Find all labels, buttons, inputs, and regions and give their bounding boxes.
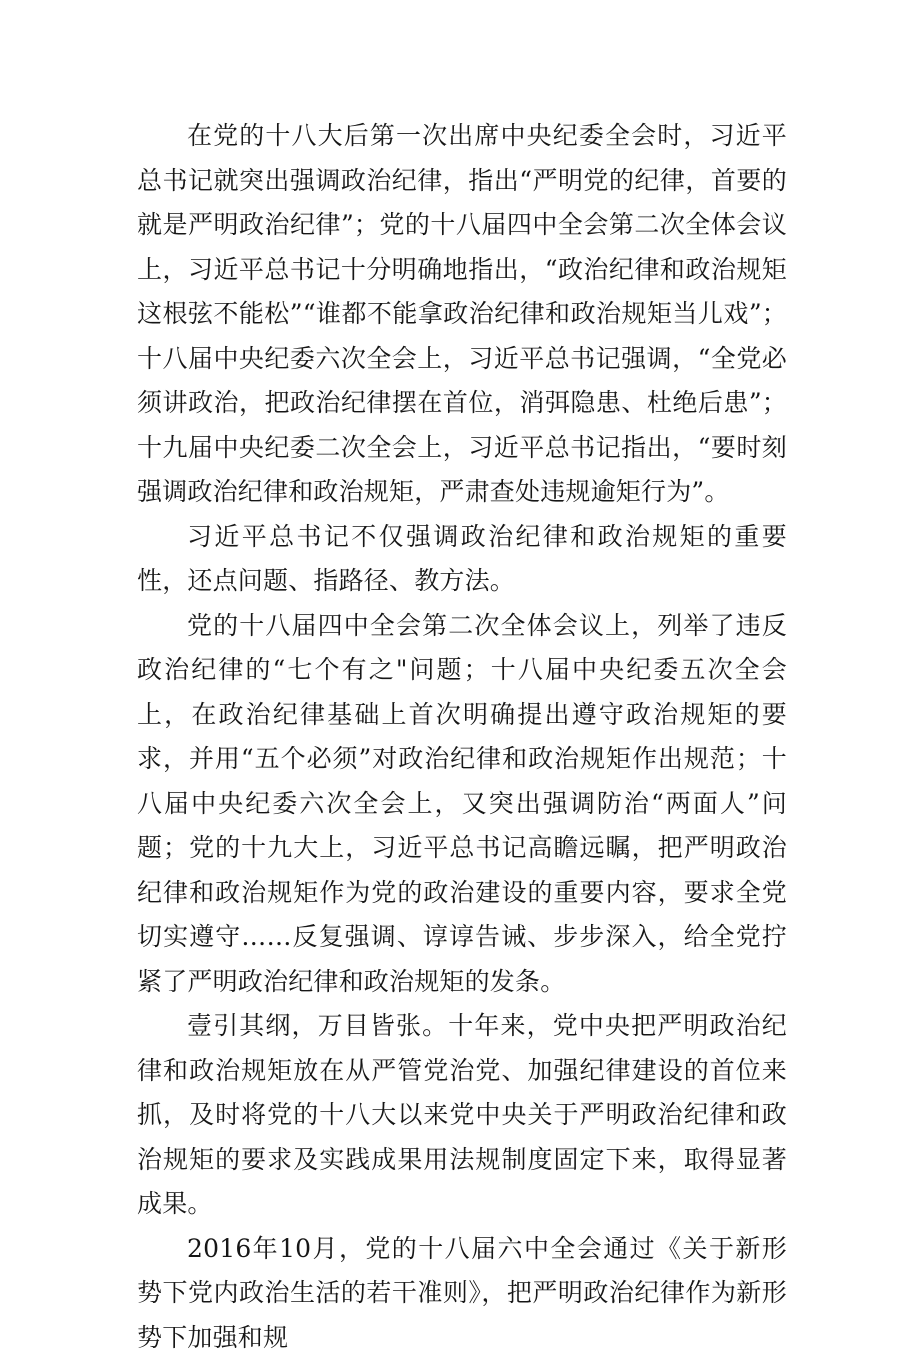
paragraph: 党的十八届四中全会第二次全体会议上，列举了违反政治纪律的“七个有之"问题；十八届中央纪委五次全会上，在政治纪律基础上首次明确提出遵守政治规矩的要求，并用“五个必须”对政治纪律和政治规矩作出规范；十八届中央纪委六次全会上，又突出强调防治“两面人”问题；党的十九大上，习近平总书记高瞻远瞩，把严明政治纪律和政治规矩作为党的政治建设的重要内容，要求全党切实遵守……反复强调、谆谆告诫、步步深入，给全党拧紧了严明政治纪律和政治规矩的发条。: [137, 604, 787, 1005]
paragraph: 在党的十八大后第一次出席中央纪委全会时，习近平总书记就突出强调政治纪律，指出“严明党的纪律，首要的就是严明政治纪律”；党的十八届四中全会第二次全体会议上，习近平总书记十分明确地指出，“政治纪律和政治规矩这根弦不能松”“谁都不能拿政治纪律和政治规矩当儿戏”；十八届中央纪委六次全会上，习近平总书记强调，“全党必须讲政治，把政治纪律摆在首位，消弭隐患、杜绝后患”；十九届中央纪委二次全会上，习近平总书记指出，“要时刻强调政治纪律和政治规矩，严肃查处违规逾矩行为”。: [137, 114, 787, 515]
paragraph: 壹引其纲，万目皆张。十年来，党中央把严明政治纪律和政治规矩放在从严管党治党、加强纪律建设的首位来抓，及时将党的十八大以来党中央关于严明政治纪律和政治规矩的要求及实践成果用法规制度固定下来，取得显著成果。: [137, 1004, 787, 1227]
paragraph: 习近平总书记不仅强调政治纪律和政治规矩的重要性，还点问题、指路径、教方法。: [137, 515, 787, 604]
paragraph: 2016年10月，党的十八届六中全会通过《关于新形势下党内政治生活的若干准则》，把严明政治纪律作为新形势下加强和规: [137, 1227, 787, 1360]
document-body: [137, 114, 787, 1360]
